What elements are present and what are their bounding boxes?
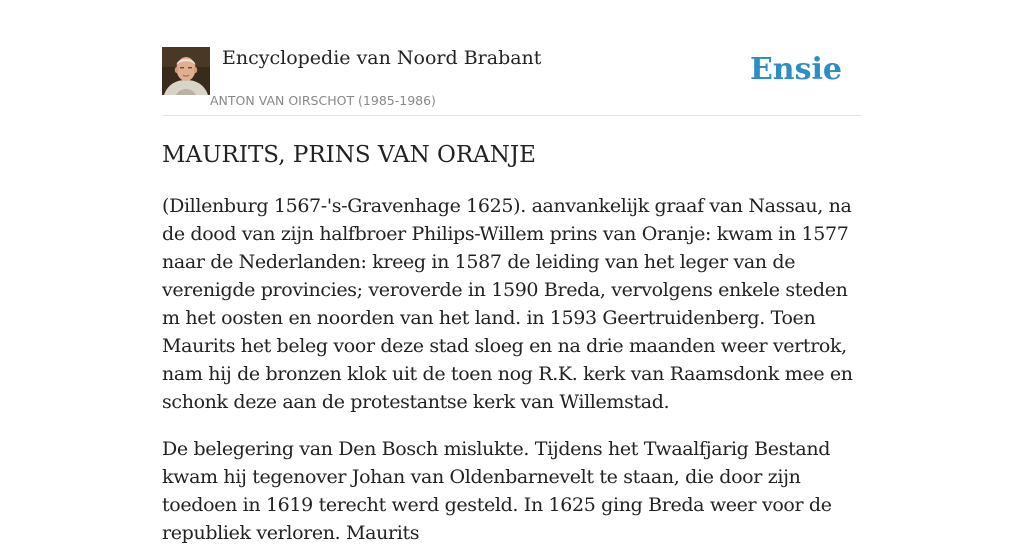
author-name[interactable]: ANTON VAN OIRSCHOT (1985-1986) <box>210 93 436 108</box>
ensie-logo[interactable]: Ensie <box>749 52 842 87</box>
article-paragraph: (Dillenburg 1567-'s-Gravenhage 1625). aanvankelijk graaf van Nassau, na de dood van zijn halfbroer Philips-Willem prins van Oranje: kwam in 1577 naar de Nederlanden: kreeg in 1587 de leiding van het leger van de verenigde provincies; veroverde in 1590 Breda, vervolgens enkele steden m het oosten en noorden van het land. in 1593 Geertruidenberg. Toen Maurits het beleg voor deze stad sloeg en na drie maanden weer vertrok, nam hij de bronzen klok uit de toen nog R.K. kerk van Raamsdonk mee en schonk deze aan de protestantse kerk van Willemstad. <box>162 195 853 413</box>
source-header <box>162 46 862 116</box>
header-divider <box>162 115 862 116</box>
article <box>162 140 868 547</box>
source-title[interactable]: Encyclopedie van Noord Brabant <box>222 47 542 69</box>
article-paragraph: De belegering van Den Bosch mislukte. Tijdens het Twaalfjarig Bestand kwam hij tegenover Johan van Oldenbarnevelt te staan, die door zijn toedoen in 1619 terecht werd gesteld. In 1625 ging Breda weer voor de republiek verloren. Maurits <box>162 438 832 544</box>
author-avatar[interactable] <box>162 47 210 95</box>
article-title: MAURITS, PRINS VAN ORANJE <box>162 142 536 168</box>
author-portrait-icon <box>162 47 210 95</box>
